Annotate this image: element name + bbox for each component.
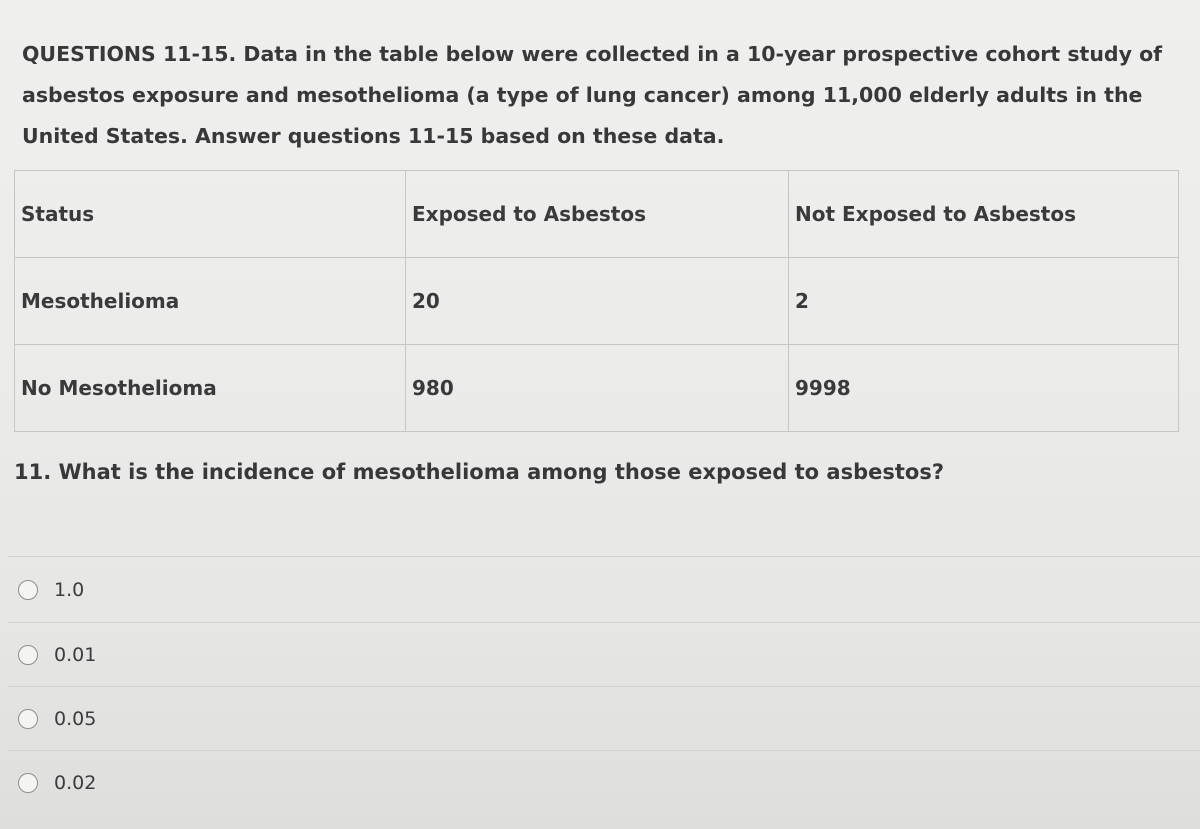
table-cell: No Mesothelioma bbox=[15, 345, 406, 432]
answer-option-label: 0.05 bbox=[54, 707, 97, 730]
column-header-status: Status bbox=[15, 171, 406, 258]
answer-options bbox=[8, 556, 1200, 814]
radio-button[interactable] bbox=[18, 773, 38, 793]
answer-option-label: 0.02 bbox=[54, 771, 97, 794]
table-cell: 2 bbox=[789, 258, 1179, 345]
table-row bbox=[15, 345, 1179, 432]
intro-paragraph: QUESTIONS 11-15. Data in the table below were collected in a 10-year prospective cohort study of asbestos exposure and mesothelioma (a type of lung cancer) among 11,000 elderly adults in the United States. Answer questions 11-15 based on these data. bbox=[22, 42, 1163, 148]
table-cell: 980 bbox=[406, 345, 789, 432]
answer-option-3[interactable] bbox=[8, 686, 1200, 750]
radio-button[interactable] bbox=[18, 580, 38, 600]
column-header-not-exposed: Not Exposed to Asbestos bbox=[789, 171, 1179, 258]
question-text: 11. What is the incidence of mesothelioma among those exposed to asbestos? bbox=[14, 460, 945, 484]
answer-option-1[interactable] bbox=[8, 556, 1200, 622]
radio-button[interactable] bbox=[18, 709, 38, 729]
answer-option-2[interactable] bbox=[8, 622, 1200, 686]
answer-option-4[interactable] bbox=[8, 750, 1200, 814]
answer-option-label: 1.0 bbox=[54, 578, 85, 601]
column-header-exposed: Exposed to Asbestos bbox=[406, 171, 789, 258]
table-header-row bbox=[15, 171, 1179, 258]
data-table bbox=[14, 170, 1179, 432]
table-cell: 9998 bbox=[789, 345, 1179, 432]
table-cell: 20 bbox=[406, 258, 789, 345]
radio-button[interactable] bbox=[18, 645, 38, 665]
table-row bbox=[15, 258, 1179, 345]
answer-option-label: 0.01 bbox=[54, 643, 97, 666]
table-cell: Mesothelioma bbox=[15, 258, 406, 345]
